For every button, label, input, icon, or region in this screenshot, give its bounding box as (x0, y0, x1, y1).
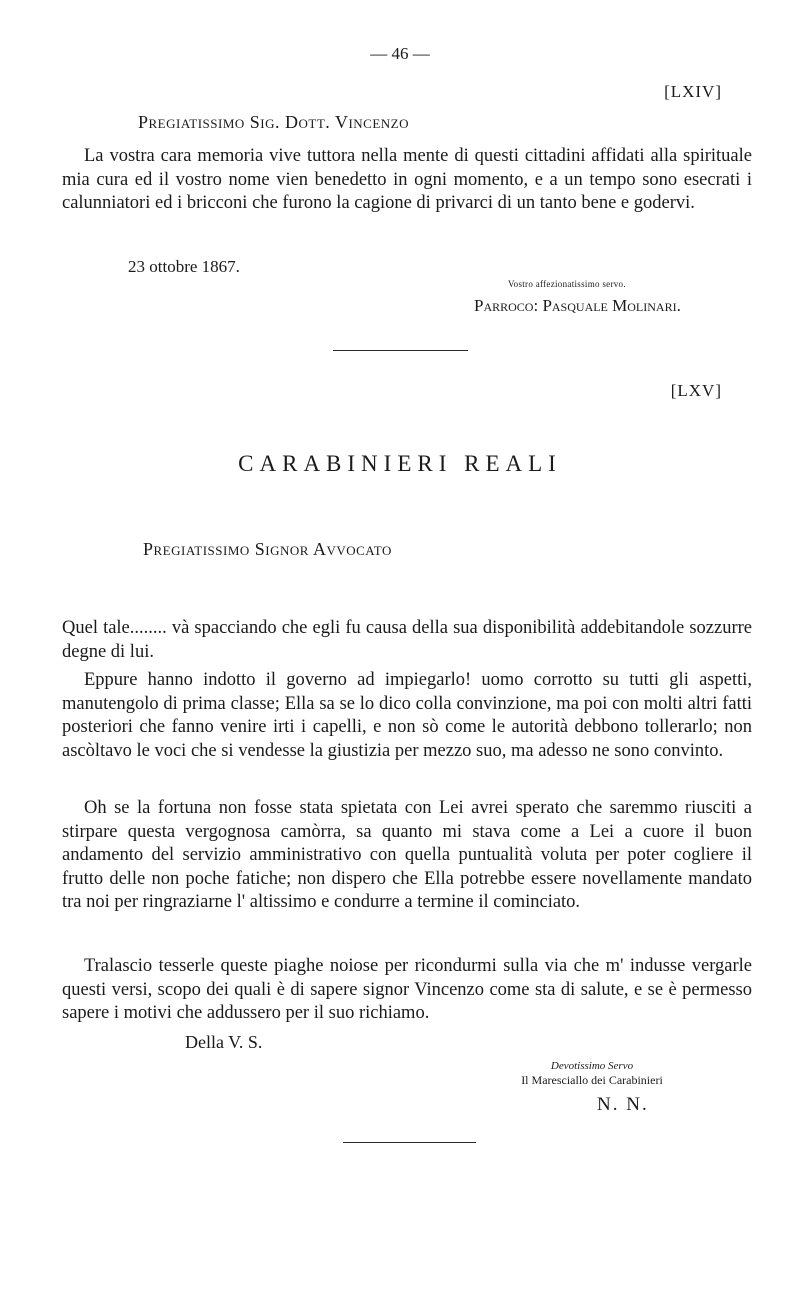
closing-formula: Vostro affezionatissimo servo. (508, 279, 626, 289)
paragraph: Oh se la fortuna non fosse stata spietata con Lei avrei sperato che saremmo riusciti a stirpare questa vergognosa camòrra, sa quanto mi stava come a Lei a cuore il buon andamento del servizio amministrativo con quella puntualità voluta per poter cogliere il frutto delle non poche fatiche; non dispero che Ella potrebbe essere novellamente mandato tra noi per ringraziarne l' altissimo e condurre a termine il cominciato. (62, 798, 752, 912)
paragraph: Tralascio tesserle queste piaghe noiose per ricondurmi sulla via che m' indusse vergarle questi versi, scopo dei quali è di sapere signor Vincenzo come sta di salute, e se è permesso sapere i motivi che addussero per il suo richiamo. (62, 956, 752, 1023)
paragraph: Quel tale........ và spacciando che egli fu causa della sua disponibilità addebitandole sozzurre degne di lui. (62, 618, 752, 662)
separator-rule (333, 350, 468, 351)
letter-heading: CARABINIERI REALI (238, 451, 562, 476)
closing-title: Il Maresciallo dei Carabinieri (521, 1073, 663, 1087)
salutation: Pregiatissimo Sig. Dott. Vincenzo (138, 112, 410, 132)
closing-left: Della V. S. (185, 1032, 263, 1052)
letter-body: La vostra cara memoria vive tuttora nella mente di questi cittadini affidati alla spirituale mia cura ed il vostro nome vien benedetto in ogni momento, e a un tempo sono esecrati i calunniatori ed i bricconi che furono la cagione di privarci di un tanto bene e godervi. (62, 146, 752, 213)
letter-date: 23 ottobre 1867. (128, 257, 240, 276)
document-number: [LXIV] (664, 82, 722, 101)
page-number: — 46 — (370, 44, 430, 63)
separator-rule (343, 1142, 476, 1143)
closing-formula: Devotissimo Servo (550, 1060, 634, 1072)
signature: N. N. (597, 1094, 649, 1115)
document-number: [LXV] (670, 381, 722, 400)
salutation: Pregiatissimo Signor Avvocato (143, 539, 392, 559)
signature: Parroco: Pasquale Molinari. (474, 296, 681, 315)
paragraph: Eppure hanno indotto il governo ad impiegarlo! uomo corrotto su tutti gli aspetti, manutengolo di prima classe; Ella sa se lo dico colla convinzione, ma poi con molti altri fatti posteriori che fanno venire irti i capelli, e non sò come le autorità debbono tollerarlo; non ascòltavo le voci che si vendesse la giustizia per mezzo suo, ma adesso ne sono convinto. (62, 670, 752, 761)
